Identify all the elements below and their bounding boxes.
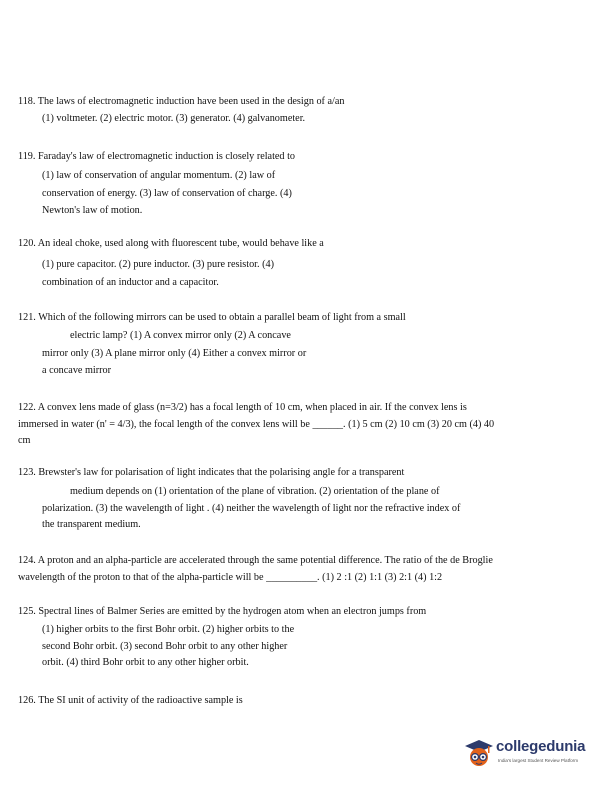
q123-stem: 123. Brewster's law for polarisation of light indicates that the polarising angle for a transparent (18, 467, 405, 478)
q123-option-line: the transparent medium. (42, 519, 141, 530)
q119-option-line: Newton's law of motion. (42, 205, 143, 216)
q125-option-line: orbit. (4) third Bohr orbit to any other higher orbit. (42, 657, 249, 668)
q126-stem: 126. The SI unit of activity of the radioactive sample is (18, 695, 243, 706)
q120-option-line: combination of an inductor and a capacitor. (42, 276, 219, 288)
q121-option-line: electric lamp? (1) A convex mirror only (2) A concave (70, 330, 291, 341)
q119-options (42, 167, 292, 220)
q125-options (42, 622, 294, 672)
q125-stem: 125. Spectral lines of Balmer Series are emitted by the hydrogen atom when an electron jumps from (18, 606, 427, 617)
q121-stem: 121. Which of the following mirrors can be used to obtain a parallel beam of light from a small (18, 312, 406, 323)
collegedunia-logo (464, 738, 604, 778)
q119-stem: 119. Faraday's law of electromagnetic induction is closely related to (18, 151, 295, 162)
q122-line: 122. A convex lens made of glass (n=3/2) has a focal length of 10 cm, when placed in air. If the convex lens is (18, 402, 467, 413)
q120-options (42, 256, 274, 291)
q124-line: 124. A proton and an alpha-particle are accelerated through the same potential difference. The ratio of the de Broglie (18, 555, 493, 566)
q119-option-line: conservation of energy. (3) law of conservation of charge. (4) (42, 187, 292, 199)
q118-options: (1) voltmeter. (2) electric motor. (3) generator. (4) galvanometer. (42, 113, 306, 124)
q123-option-line: polarization. (3) the wavelength of light . (4) neither the wavelength of light nor the refractive index of (42, 503, 461, 514)
q122-line: immersed in water (n' = 4/3), the focal length of the convex lens will be ______. (1) 5 cm (2) 10 cm (3) 20 cm (4) 40 (18, 418, 495, 430)
q122-line: cm (18, 435, 31, 446)
q118-stem: 118. The laws of electromagnetic induction have been used in the design of a/an (18, 96, 345, 107)
graduate-mascot-icon (464, 738, 494, 770)
q119-option-line: (1) law of conservation of angular momentum. (2) law of (42, 170, 276, 181)
q121-option-line: mirror only (3) A plane mirror only (4) Either a convex mirror or (42, 347, 307, 359)
q125-option-line: second Bohr orbit. (3) second Bohr orbit to any other higher (42, 640, 288, 652)
q120-stem: 120. An ideal choke, used along with fluorescent tube, would behave like a (18, 238, 324, 249)
q124-text (18, 553, 596, 586)
q125-option-line: (1) higher orbits to the first Bohr orbit. (2) higher orbits to the (42, 624, 295, 635)
logo-tagline: India's largest Student Review Platform (498, 758, 579, 763)
q120-option-line: (1) pure capacitor. (2) pure inductor. (3) pure resistor. (4) (42, 259, 274, 270)
q124-line: wavelength of the proton to that of the alpha-particle will be __________. (1) 2 :1 (2) 1:1 (3) 2:1 (4) 1:2 (18, 571, 443, 583)
q123-option-line: medium depends on (1) orientation of the plane of vibration. (2) orientation of the plane of (70, 486, 440, 497)
logo-wordmark: collegedunia (496, 738, 586, 755)
q122-text (18, 400, 596, 450)
q121-option-line: a concave mirror (42, 365, 112, 376)
